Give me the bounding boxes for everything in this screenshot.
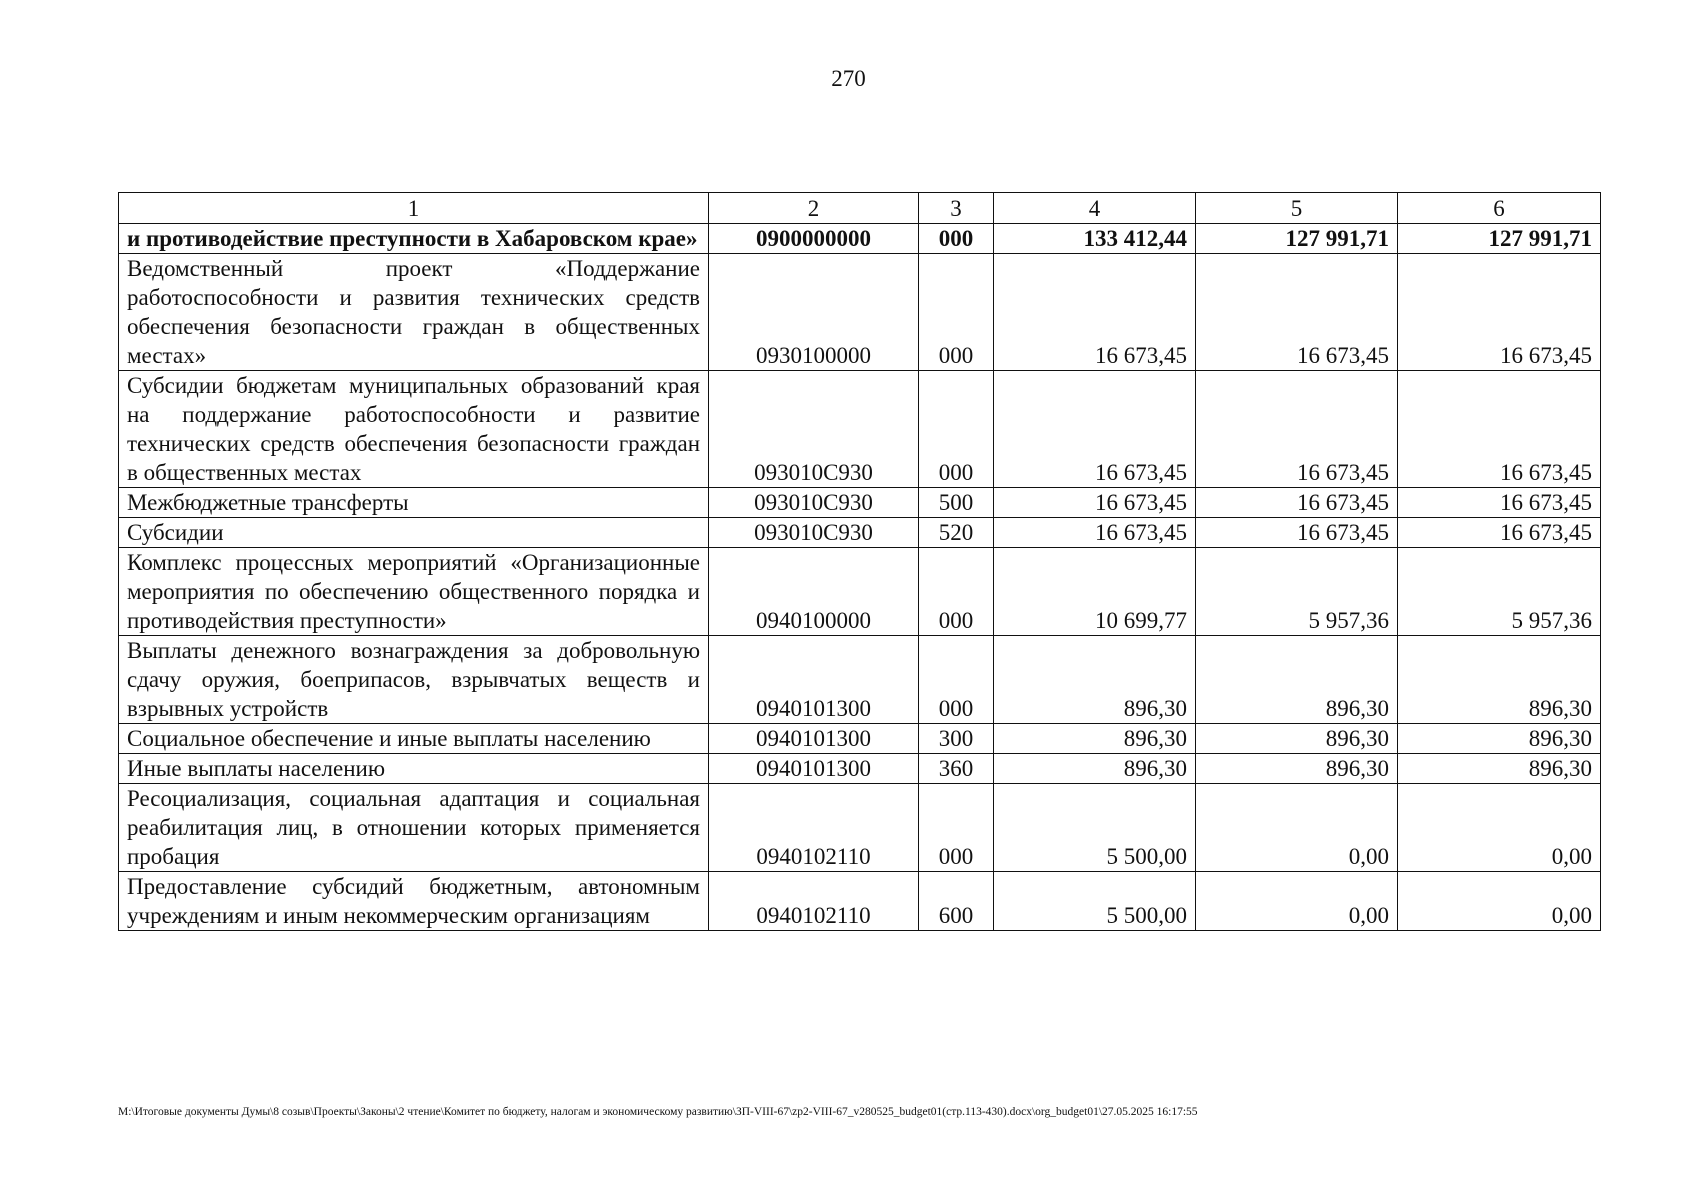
row-kind: 000 xyxy=(919,371,994,488)
column-header-6: 6 xyxy=(1398,193,1601,224)
table-row xyxy=(119,548,1601,636)
row-value-col6: 127 991,71 xyxy=(1398,224,1601,254)
row-code: 093010С930 xyxy=(709,518,919,548)
row-value-col5: 16 673,45 xyxy=(1196,518,1398,548)
row-kind: 000 xyxy=(919,224,994,254)
row-value-col5: 0,00 xyxy=(1196,872,1398,931)
row-value-col4: 896,30 xyxy=(994,754,1196,784)
row-code: 093010С930 xyxy=(709,371,919,488)
row-kind: 600 xyxy=(919,872,994,931)
row-kind: 520 xyxy=(919,518,994,548)
row-value-col6: 0,00 xyxy=(1398,872,1601,931)
row-value-col6: 16 673,45 xyxy=(1398,518,1601,548)
row-value-col5: 16 673,45 xyxy=(1196,254,1398,371)
row-value-col4: 5 500,00 xyxy=(994,872,1196,931)
table-row xyxy=(119,224,1601,254)
row-code: 093010С930 xyxy=(709,488,919,518)
table-row xyxy=(119,872,1601,931)
row-value-col4: 5 500,00 xyxy=(994,784,1196,872)
table-row xyxy=(119,754,1601,784)
row-value-col4: 133 412,44 xyxy=(994,224,1196,254)
row-name: Субсидии бюджетам муниципальных образований края на поддержание работоспособности и развитие технических средств обеспечения безопасности граждан в общественных местах xyxy=(119,371,709,488)
row-name: Комплекс процессных мероприятий «Организационные мероприятия по обеспечению общественного порядка и противодействия преступности» xyxy=(119,548,709,636)
row-value-col6: 0,00 xyxy=(1398,784,1601,872)
column-header-4: 4 xyxy=(994,193,1196,224)
row-value-col5: 127 991,71 xyxy=(1196,224,1398,254)
row-name: Иные выплаты населению xyxy=(119,754,709,784)
row-value-col5: 896,30 xyxy=(1196,754,1398,784)
column-header-5: 5 xyxy=(1196,193,1398,224)
row-name: и противодействие преступности в Хабаровском крае» xyxy=(119,224,709,254)
row-code: 0940102110 xyxy=(709,872,919,931)
table-body xyxy=(119,224,1601,931)
file-path-footer: M:\Итоговые документы Думы\8 созыв\Проекты\Законы\2 чтение\Комитет по бюджету, налогам и экономическому развитию\ЗП-VIII-67\zp2-VIII-67_v280525_budget01(стр.113-430).docx\org_budget01\27.05.2025 16:17:55 xyxy=(118,1106,1198,1118)
column-header-1: 1 xyxy=(119,193,709,224)
row-kind: 300 xyxy=(919,724,994,754)
column-header-3: 3 xyxy=(919,193,994,224)
row-value-col5: 896,30 xyxy=(1196,636,1398,724)
row-code: 0940100000 xyxy=(709,548,919,636)
table-row xyxy=(119,518,1601,548)
row-value-col5: 16 673,45 xyxy=(1196,371,1398,488)
row-name: Предоставление субсидий бюджетным, автономным учреждениям и иным некоммерческим организациям xyxy=(119,872,709,931)
table-row xyxy=(119,636,1601,724)
row-name: Ресоциализация, социальная адаптация и социальная реабилитация лиц, в отношении которых применяется пробация xyxy=(119,784,709,872)
row-kind: 500 xyxy=(919,488,994,518)
row-value-col4: 896,30 xyxy=(994,724,1196,754)
column-header-2: 2 xyxy=(709,193,919,224)
row-value-col5: 5 957,36 xyxy=(1196,548,1398,636)
row-value-col4: 10 699,77 xyxy=(994,548,1196,636)
row-code: 0930100000 xyxy=(709,254,919,371)
row-value-col6: 896,30 xyxy=(1398,724,1601,754)
row-name: Ведомственный проект «Поддержание работоспособности и развития технических средств обеспечения безопасности граждан в общественных местах» xyxy=(119,254,709,371)
page-number: 270 xyxy=(831,66,866,91)
row-value-col4: 896,30 xyxy=(994,636,1196,724)
row-value-col5: 16 673,45 xyxy=(1196,488,1398,518)
row-value-col4: 16 673,45 xyxy=(994,488,1196,518)
row-value-col6: 896,30 xyxy=(1398,636,1601,724)
row-code: 0940101300 xyxy=(709,754,919,784)
table-row xyxy=(119,488,1601,518)
row-kind: 000 xyxy=(919,548,994,636)
row-code: 0900000000 xyxy=(709,224,919,254)
row-value-col6: 16 673,45 xyxy=(1398,488,1601,518)
row-value-col4: 16 673,45 xyxy=(994,371,1196,488)
row-value-col6: 896,30 xyxy=(1398,754,1601,784)
table-row xyxy=(119,784,1601,872)
row-code: 0940101300 xyxy=(709,724,919,754)
row-code: 0940101300 xyxy=(709,636,919,724)
table-row xyxy=(119,254,1601,371)
row-kind: 000 xyxy=(919,784,994,872)
table-row xyxy=(119,724,1601,754)
row-name: Выплаты денежного вознаграждения за добровольную сдачу оружия, боеприпасов, взрывчатых веществ и взрывных устройств xyxy=(119,636,709,724)
row-kind: 000 xyxy=(919,254,994,371)
table-row xyxy=(119,371,1601,488)
row-value-col6: 16 673,45 xyxy=(1398,254,1601,371)
row-name: Субсидии xyxy=(119,518,709,548)
row-value-col4: 16 673,45 xyxy=(994,518,1196,548)
row-kind: 000 xyxy=(919,636,994,724)
row-code: 0940102110 xyxy=(709,784,919,872)
row-name: Социальное обеспечение и иные выплаты населению xyxy=(119,724,709,754)
row-name: Межбюджетные трансферты xyxy=(119,488,709,518)
row-value-col6: 5 957,36 xyxy=(1398,548,1601,636)
row-value-col5: 0,00 xyxy=(1196,784,1398,872)
row-value-col5: 896,30 xyxy=(1196,724,1398,754)
row-kind: 360 xyxy=(919,754,994,784)
row-value-col4: 16 673,45 xyxy=(994,254,1196,371)
row-value-col6: 16 673,45 xyxy=(1398,371,1601,488)
budget-table xyxy=(118,192,1601,931)
column-number-row xyxy=(119,193,1601,224)
